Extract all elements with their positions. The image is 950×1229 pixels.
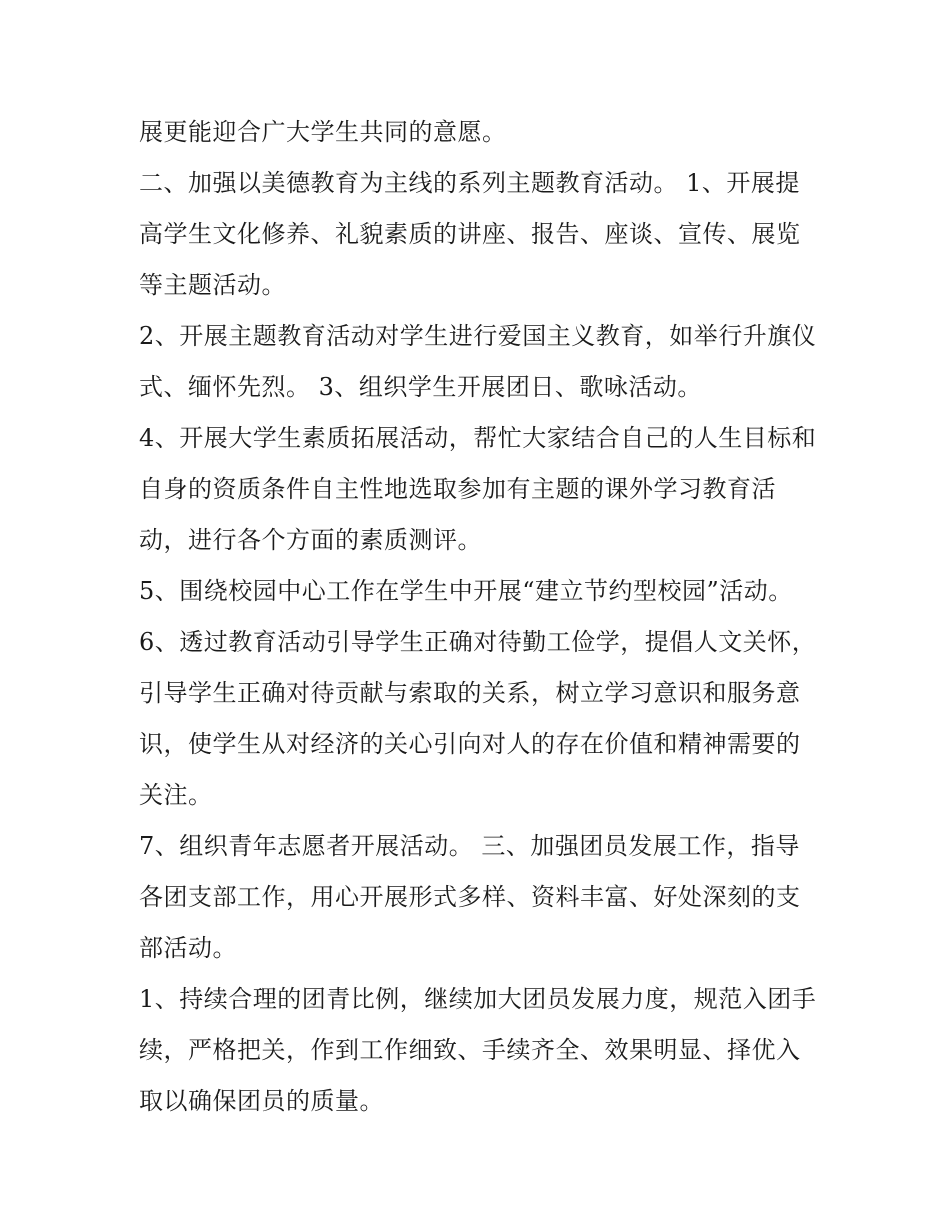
paragraph-4: 4、开展大学生素质拓展活动，帮忙大家结合自己的人生目标和自身的资质条件自主性地选取参加有主题的课外学习教育活动，进行各个方面的素质测评。 (139, 424, 817, 554)
paragraph-3: 2、开展主题教育活动对学生进行爱国主义教育，如举行升旗仪式、缅怀先烈。 3、组织学生开展团日、歌咏活动。 (139, 322, 817, 401)
paragraph-2: 二、加强以美德教育为主线的系列主题教育活动。 1、开展提高学生文化修养、礼貌素质的讲座、报告、座谈、宣传、展览等主题活动。 (139, 169, 801, 299)
document-body (139, 107, 819, 1127)
paragraph-6: 6、透过教育活动引导学生正确对待勤工俭学，提倡人文关怀，引导学生正确对待贡献与索取的关系，树立学习意识和服务意识，使学生从对经济的关心引向对人的存在价值和精神需要的关注。 (139, 628, 817, 809)
paragraph-1: 展更能迎合广大学生共同的意愿。 (139, 118, 507, 146)
paragraph-5: 5、围绕校园中心工作在学生中开展“建立节约型校园”活动。 (139, 577, 793, 605)
paragraph-7: 7、组织青年志愿者开展活动。 三、加强团员发展工作，指导各团支部工作，用心开展形式多样、资料丰富、好处深刻的支部活动。 (139, 832, 801, 962)
paragraph-8: 1、持续合理的团青比例，继续加大团员发展力度，规范入团手续，严格把关，作到工作细致、手续齐全、效果明显、择优入取以确保团员的质量。 (139, 985, 817, 1115)
